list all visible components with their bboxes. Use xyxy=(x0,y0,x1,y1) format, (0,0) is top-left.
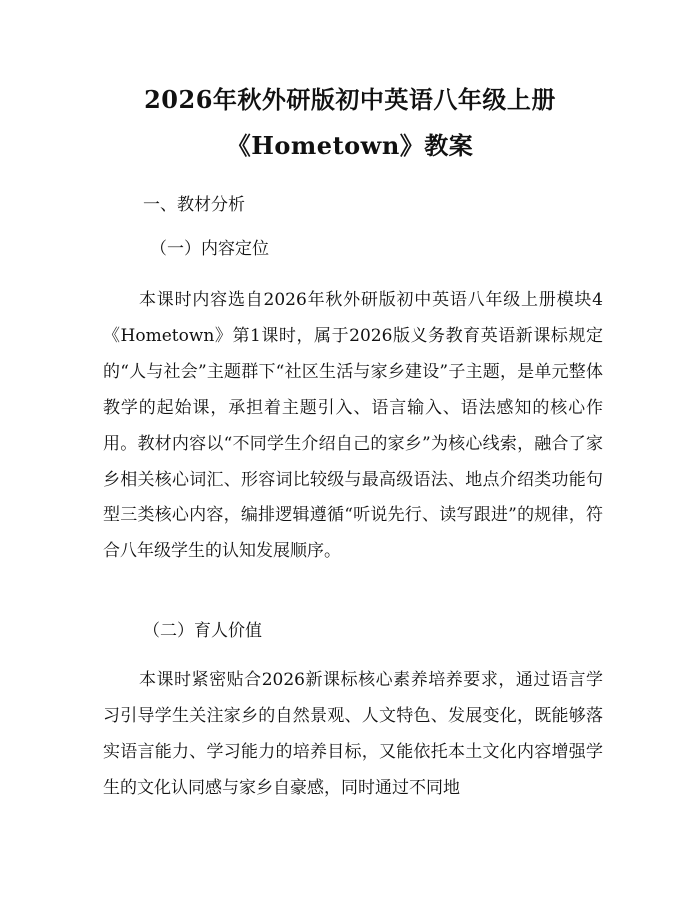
document-title-line1: 2026年秋外研版初中英语八年级上册 xyxy=(144,85,556,114)
section-heading-textbook-analysis: 一、教材分析 xyxy=(143,195,245,215)
subsection-heading-content-positioning: （一）内容定位 xyxy=(150,239,269,259)
subsection-heading-educational-value: （二）育人价值 xyxy=(143,621,262,641)
paragraph-content-positioning: 本课时内容选自2026年秋外研版初中英语八年级上册模块4《Hometown》第1课时，属于2026版义务教育英语新课标规定的“人与社会”主题群下“社区生活与家乡建设”子主题，是单元整体教学的起始课，承担着主题引入、语言输入、语法感知的核心作用。教材内容以“不同学生介绍自己的家乡”为核心线索，融合了家乡相关核心词汇、形容词比较级与最高级语法、地点介绍类功能句型三类核心内容，编排逻辑遵循“听说先行、读写跟进”的规律，符合八年级学生的认知发展顺序。 xyxy=(103,290,603,562)
paragraph-educational-value: 本课时紧密贴合2026新课标核心素养培养要求，通过语言学习引导学生关注家乡的自然景观、人文特色、发展变化，既能够落实语言能力、学习能力的培养目标，又能依托本土文化内容增强学生的文化认同感与家乡自豪感，同时通过不同地 xyxy=(103,670,603,798)
document-title-line2: 《Hometown》教案 xyxy=(226,131,474,160)
